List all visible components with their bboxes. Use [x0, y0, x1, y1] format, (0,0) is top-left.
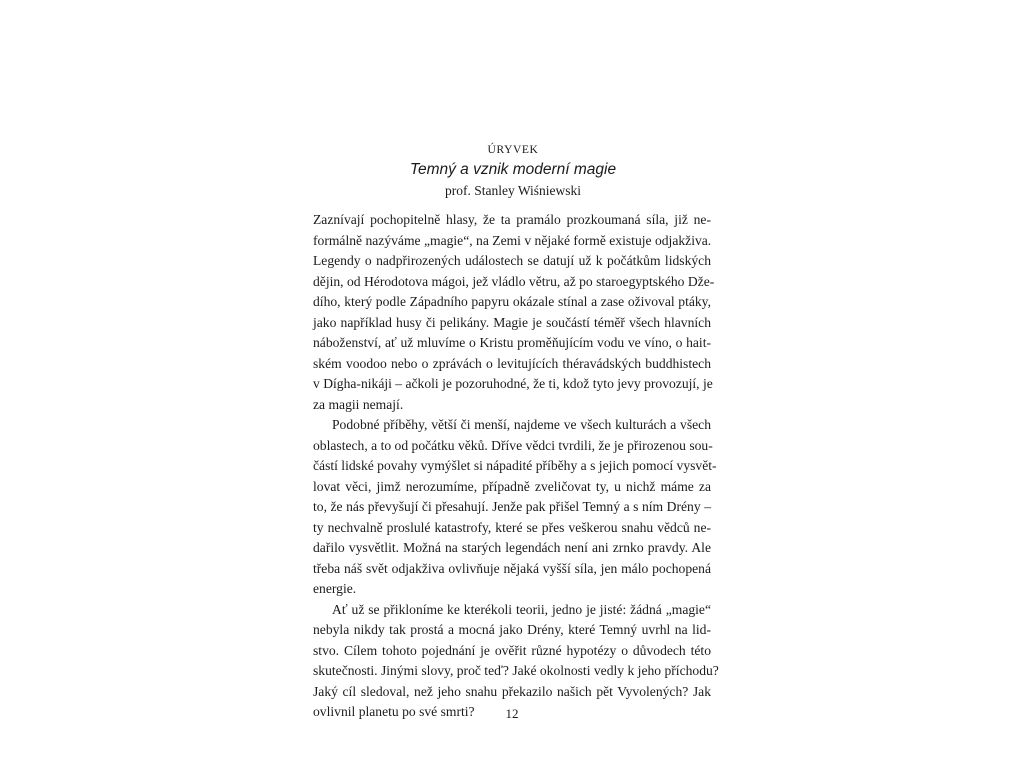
text-line: oblastech, a to od počátku věků. Dříve vědci tvrdili, že je přirozenou sou- — [313, 437, 713, 453]
text-line: formálně nazýváme „magie“, na Zemi v nějaké formě existuje odjakživa. — [313, 232, 712, 248]
paragraph-1 — [313, 210, 715, 415]
excerpt-header — [313, 142, 713, 200]
text-line: Jaký cíl sledoval, než jeho snahu překazilo našich pět Vyvolených? Jak — [313, 683, 711, 699]
paragraph-2 — [313, 415, 717, 600]
chapter-title: Temný a vznik moderní magie — [409, 161, 617, 178]
text-line: v Dígha-nikáji – ačkoli je pozoruhodné, že ti, kdož tyto jevy provozují, je — [313, 376, 713, 391]
text-line: dějin, od Hérodotova mágoi, jež vládlo větru, až po staroegyptského Dže- — [313, 273, 715, 289]
text-line: za magii nemají. — [313, 396, 404, 412]
text-line: třeba náš svět odjakživa ovlivňuje nějaká vyšší síla, jen málo pochopená — [313, 560, 711, 576]
text-line: Ať už se přikloníme ke kterékoli teorii, jedno je jisté: žádná „magie“ — [332, 601, 711, 617]
text-line: dího, který podle Západního papyru okázale stínal a zase oživoval ptáky, — [313, 294, 711, 309]
text-line: ty nechvalně proslulé katastrofy, které se přes veškerou snahu vědců ne- — [313, 519, 711, 535]
text-line: energie. — [313, 581, 357, 596]
page-number: 12 — [505, 706, 519, 721]
text-line: lovat věci, jimž nerozumíme, případně zveličovat ty, u nichž máme za — [313, 478, 711, 494]
body-text — [313, 210, 719, 723]
text-line: Zaznívají pochopitelně hlasy, že ta pramálo prozkoumaná síla, již ne- — [313, 212, 711, 227]
text-line: částí lidské povahy vymýšlet si nápadité příběhy a s jejich pomocí vysvět- — [313, 458, 717, 473]
text-line: nebyla nikdy tak prostá a mocná jako Drény, které Temný uvrhl na lid- — [313, 622, 711, 637]
text-line: jako například husy či pelikány. Magie je součástí téměř všech hlavních — [313, 314, 711, 330]
text-line: ovlivnil planetu po své smrti? — [313, 704, 475, 719]
text-line: Legendy o nadpřirozených událostech se datují už k počátkům lidských — [313, 253, 711, 268]
text-line: skutečnosti. Jinými slovy, proč teď? Jaké okolnosti vedly k jeho příchodu? — [313, 663, 719, 678]
author-line: prof. Stanley Wiśniewski — [444, 183, 582, 198]
text-line: dařilo vysvětlit. Možná na starých legendách není ani zrnko pravdy. Ale — [313, 540, 711, 555]
text-line: stvo. Cílem tohoto pojednání je ověřit různé hypotézy o důvodech této — [313, 642, 711, 658]
text-line: náboženství, ať už mluvíme o Kristu proměňujícím vodu ve víno, o hait- — [313, 335, 711, 350]
text-line: Podobné příběhy, větší či menší, najdeme ve všech kulturách a všech — [332, 417, 711, 432]
text-line: ském voodoo nebo o zprávách o levitujících théravádských buddhistech — [313, 355, 711, 371]
text-line: to, že nás převyšují či přesahují. Jenže pak přišel Temný a s ním Drény – — [313, 499, 711, 514]
section-label: ÚRYVEK — [487, 144, 539, 156]
